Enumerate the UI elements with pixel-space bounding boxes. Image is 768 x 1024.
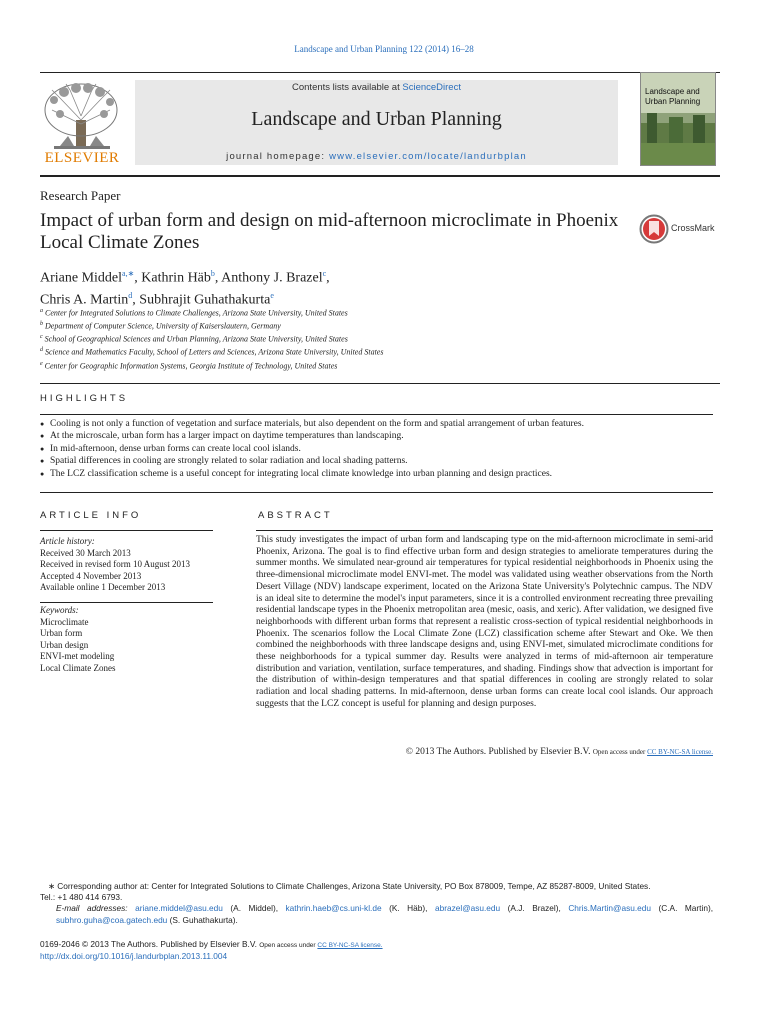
email-link[interactable]: subhro.guha@coa.gatech.edu: [56, 914, 168, 925]
top-divider: [40, 72, 720, 73]
header-divider: [40, 175, 720, 177]
crossmark-badge[interactable]: [639, 214, 715, 244]
affiliation-text: Science and Mathematics Faculty, School of Letters and Sciences, Arizona State University, United States: [45, 348, 384, 358]
history-label: Article history:: [40, 536, 95, 546]
highlights-top-rule: [40, 383, 720, 384]
email-label: E-mail addresses:: [56, 903, 128, 914]
email-addresses: [40, 903, 713, 925]
affiliation-text: Center for Geographic Information Systems, Georgia Institute of Technology, United States: [44, 361, 338, 371]
affiliation-mark: b: [40, 321, 43, 328]
affiliation: [40, 319, 600, 332]
footnotes: [40, 881, 713, 926]
cover-title: Landscape and Urban Planning: [645, 87, 701, 106]
bottom-open-access: Open access under: [259, 942, 318, 949]
affiliation-text: School of Geographical Sciences and Urban Planning, Arizona State University, United States: [44, 334, 348, 344]
history-item: Received 30 March 2013: [40, 547, 131, 558]
email-link[interactable]: Chris.Martin@asu.edu: [568, 903, 651, 914]
abstract-rule: [256, 530, 713, 531]
affiliation-text: Department of Computer Science, University of Kaiserslautern, Germany: [45, 321, 281, 331]
author-separator: ,: [214, 270, 222, 286]
keyword: Microclimate: [40, 616, 89, 627]
article-info-heading: ARTICLE INFO: [40, 510, 142, 521]
bottom-metadata: [40, 939, 720, 962]
copyright-text: © 2013 The Authors. Published by Elsevier B.V.: [405, 747, 593, 757]
article-history: [40, 536, 215, 594]
article-type: Research Paper: [40, 188, 121, 203]
affiliation: [40, 359, 600, 372]
affiliation-mark: c: [40, 334, 43, 341]
author-affiliation-mark[interactable]: e: [270, 290, 274, 300]
keywords-rule: [40, 602, 213, 603]
author-name: Kathrin Häb: [141, 270, 211, 286]
highlight-item: ● In mid-afternoon, dense urban forms can create local cool islands.: [40, 443, 720, 455]
abstract-text: This study investigates the impact of urban form and landscaping type on the mid-afternoon microclimate in semi-arid Phoenix, Arizona. The goal is to find effective urban form and design strategies to ameliorate temperatures during the summer months. We simulated near-ground air temperatures for typical residential neighborhoods in Phoenix using the three-dimensional microclimate model ENVI-met. The model was validated using weather observations from the North Desert Village (NDV) landscape experiment, located on the Arizona State University's Polytechnic campus. The NDV is an ideal site to determine the model's input parameters, since it is a controlled environment recreating three prevailing residential landscape types in the Phoenix metropolitan area (mesic, oasis, and xeric). After validation, we designed five neighborhoods with different urban forms that represent a realistic cross-section of typical residential neighborhoods in Phoenix. The scenarios follow the Local Climate Zone (LCZ) classification scheme after Stewart and Oke. We then combined the neighborhoods with three landscape designs and, using ENVI-met, simulated microclimate conditions for these neighborhoods for a typical summer day. Results were analyzed in terms of mid-afternoon air temperature distribution and variation, ventilation, surface temperatures, and shading. Findings show that advection is important for the distribution of within-design temperatures and that spatial differences in cooling are strongly related to solar radiation and local shading patterns. In mid-afternoon, dense urban forms can create local cool islands. Our approach suggests that the LCZ concept is useful for planning and design purposes.: [256, 535, 713, 709]
history-item: Received in revised form 10 August 2013: [40, 559, 190, 570]
affiliation-list: [40, 306, 600, 372]
email-owner: (C.A. Martin),: [650, 903, 714, 914]
author-list: [40, 265, 600, 308]
abstract-copyright: [256, 747, 713, 757]
homepage-link[interactable]: www.elsevier.com/locate/landurbplan: [329, 151, 527, 162]
keywords-label: Keywords:: [40, 605, 79, 615]
author-separator: ,: [132, 292, 140, 308]
highlight-item: ● The LCZ classification scheme is a useful concept for integrating local climate knowledge into urban planning and design practices.: [40, 468, 720, 480]
abstract-heading: ABSTRACT: [258, 510, 333, 521]
contents-available-line: [135, 82, 618, 93]
author-name: Anthony J. Brazel: [221, 270, 323, 286]
keyword: Urban form: [40, 628, 83, 639]
highlights-list: [40, 418, 720, 480]
crossmark-icon: [639, 214, 669, 244]
highlight-item: ● Spatial differences in cooling are strongly related to solar radiation and local shading patterns.: [40, 455, 720, 467]
journal-reference[interactable]: Landscape and Urban Planning 122 (2014) 16–28: [294, 44, 474, 54]
journal-cover-image[interactable]: [640, 72, 716, 166]
author-separator: ,: [134, 270, 142, 286]
telephone-note: Tel.: +1 480 414 6793.: [40, 892, 123, 903]
open-access-text: Open access under: [592, 748, 648, 756]
highlights-bottom-rule: [40, 492, 713, 493]
license-link[interactable]: CC BY-NC-SA license.: [647, 748, 713, 756]
affiliation-mark: a: [40, 308, 43, 314]
keyword: ENVI-met modeling: [40, 651, 115, 662]
highlight-item: ● At the microscale, urban form has a larger impact on daytime temperatures than landscaping.: [40, 430, 720, 442]
keyword: Urban design: [40, 639, 89, 650]
publisher-name: ELSEVIER: [44, 150, 120, 166]
highlights-heading-rule: [40, 414, 713, 415]
author-name: Chris A. Martin: [40, 292, 129, 308]
keywords-block: [40, 605, 215, 675]
issn-text: 0169-2046 © 2013 The Authors. Published by Elsevier B.V.: [40, 939, 260, 949]
email-owner: (A.J. Brazel),: [500, 903, 569, 914]
article-info-rule: [40, 530, 213, 531]
affiliation: [40, 306, 600, 319]
highlights-heading: HIGHLIGHTS: [40, 393, 129, 404]
author-affiliation-mark[interactable]: d: [128, 290, 133, 300]
author-affiliation-mark[interactable]: c: [322, 269, 327, 278]
contents-prefix: Contents lists available at: [292, 82, 403, 93]
email-link[interactable]: kathrin.haeb@cs.uni-kl.de: [285, 903, 382, 914]
journal-homepage-line: [135, 151, 618, 162]
email-owner: (K. Häb),: [381, 903, 435, 914]
author-affiliation-mark[interactable]: a,∗: [122, 269, 135, 278]
author-affiliation-mark[interactable]: b: [210, 269, 215, 278]
email-owner: (S. Guhathakurta).: [167, 914, 238, 925]
email-link[interactable]: ariane.middel@asu.edu: [135, 903, 223, 914]
keyword-items: [40, 617, 215, 675]
highlight-item: ● Cooling is not only a function of vegetation and surface materials, but also dependent on the form and spatial arrangement of urban features.: [40, 418, 720, 430]
email-owner: (A. Middel),: [222, 903, 286, 914]
affiliation: [40, 345, 600, 358]
affiliation: [40, 332, 600, 345]
history-items: [40, 548, 215, 594]
keyword: Local Climate Zones: [40, 662, 116, 673]
doi-link[interactable]: http://dx.doi.org/10.1016/j.landurbplan.2013.11.004: [40, 951, 228, 962]
homepage-prefix: journal homepage:: [226, 151, 330, 162]
affiliation-text: Center for Integrated Solutions to Climate Challenges, Arizona State University, United States: [45, 308, 348, 318]
journal-title: Landscape and Urban Planning: [251, 108, 502, 130]
affiliation-mark: d: [40, 347, 43, 354]
email-link[interactable]: abrazel@asu.edu: [434, 903, 501, 914]
affiliation-mark: e: [40, 360, 43, 367]
article-title: Impact of urban form and design on mid-afternoon microclimate in Phoenix Local Climate Zones: [40, 210, 619, 253]
corresponding-author-note: ∗ Corresponding author at: Center for Integrated Solutions to Climate Challenges, Arizona State University, PO Box 878009, Tempe, AZ 85287-8009, United States.: [48, 881, 651, 891]
bottom-license-link[interactable]: CC BY-NC-SA license.: [317, 942, 383, 949]
history-item: Accepted 4 November 2013: [40, 570, 142, 581]
issn-line: [40, 939, 720, 951]
history-item: Available online 1 December 2013: [40, 582, 166, 593]
author-name: Subhrajit Guhathakurta: [139, 292, 271, 308]
author-name: Ariane Middel: [40, 270, 123, 286]
crossmark-label: CrossMark: [671, 223, 715, 233]
author-separator: ,: [326, 270, 330, 286]
sciencedirect-link[interactable]: ScienceDirect: [402, 82, 461, 93]
